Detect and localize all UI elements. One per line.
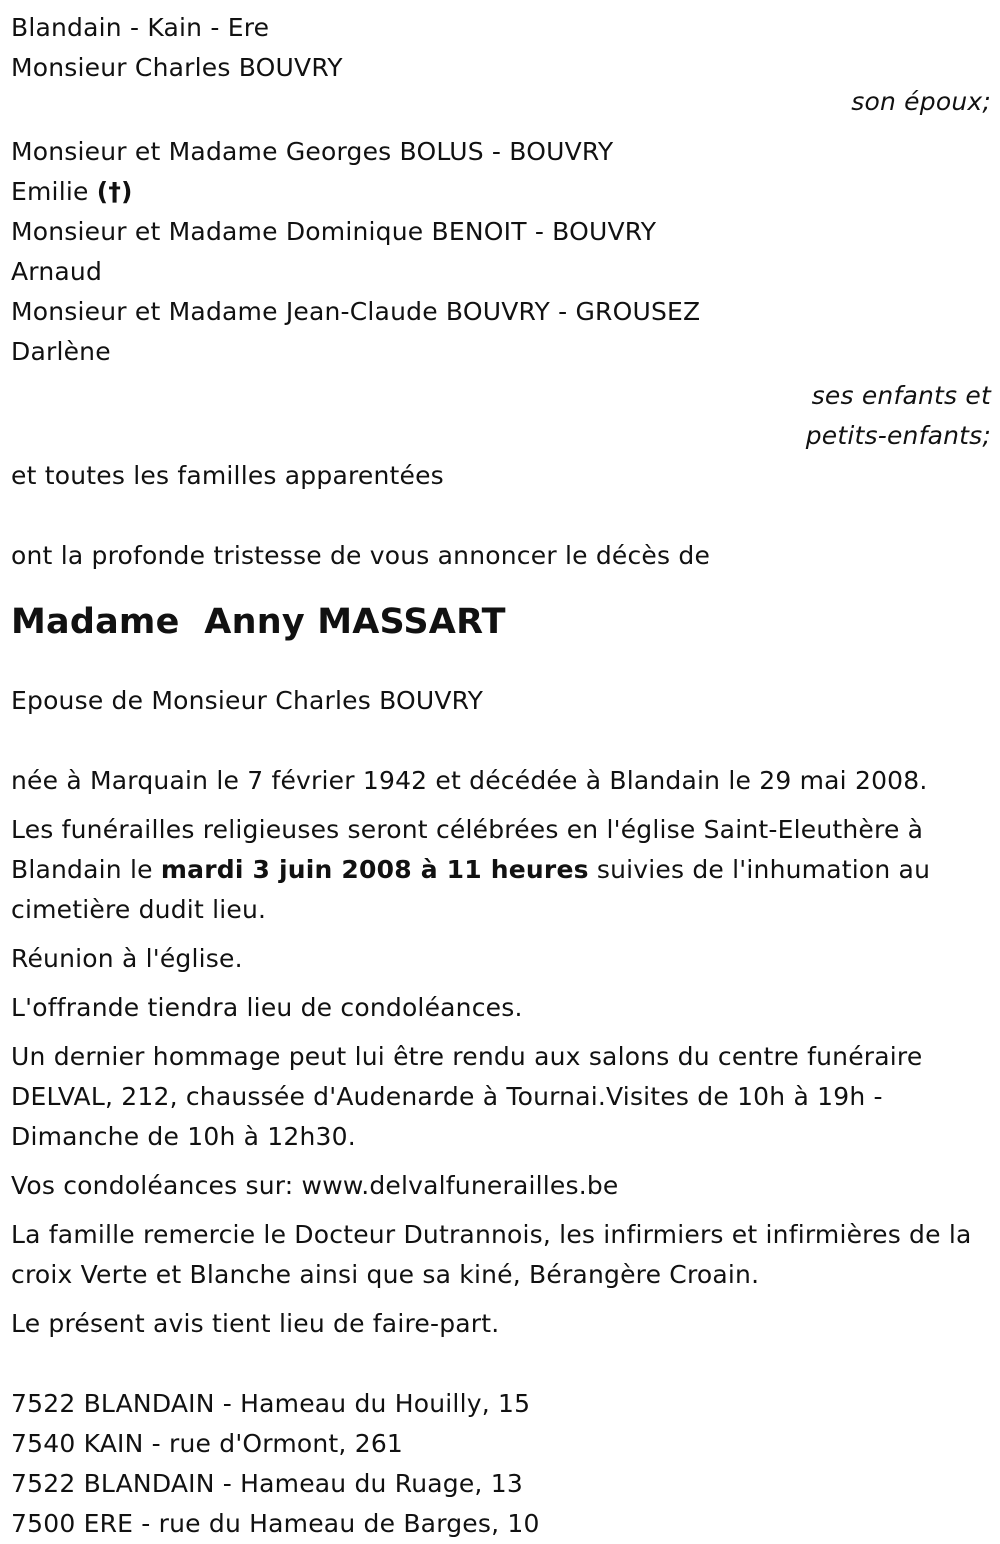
- address-line-4: 7500 ERE - rue du Hameau de Barges, 10: [11, 1509, 540, 1538]
- thanks-paragraph: La famille remercie le Docteur Dutrannois, les infirmiers et infirmières de la croix Verte et Blanche ainsi que sa kiné, Bérangère Croain.: [11, 1220, 972, 1289]
- announcement-line: ont la profonde tristesse de vous annoncer le décès de: [11, 541, 711, 570]
- funeral-paragraph: [11, 810, 986, 930]
- address-line-2: 7540 KAIN - rue d'Ormont, 261: [11, 1429, 404, 1458]
- meeting-paragraph: Réunion à l'église.: [11, 944, 243, 973]
- condolences-paragraph: Vos condoléances sur: www.delvalfunerailles.be: [11, 1171, 619, 1200]
- child-line-3: Monsieur et Madame Jean-Claude BOUVRY - GROUSEZ: [11, 297, 701, 326]
- spacer: [11, 721, 991, 761]
- deceased-name: Madame Anny MASSART: [11, 602, 506, 642]
- children-role-line-1: ses enfants et: [811, 381, 991, 410]
- funeral-date: mardi 3 juin 2008 à 11 heures: [160, 855, 589, 884]
- spouse-role: son époux;: [851, 87, 991, 116]
- address-line-3: 7522 BLANDAIN - Hameau du Ruage, 13: [11, 1469, 523, 1498]
- grandchild-line-3: Darlène: [11, 337, 111, 366]
- address-line-1: 7522 BLANDAIN - Hameau du Houilly, 15: [11, 1389, 531, 1418]
- spouse-line: Monsieur Charles BOUVRY: [11, 53, 343, 82]
- funeral-text-1: Les funérailles religieuses seront célébrées en l'église Saint-Eleuthère à Blandain le: [11, 815, 924, 884]
- spacer: [11, 1353, 991, 1384]
- grandchild-line-2: Arnaud: [11, 257, 103, 286]
- obituary-notice: [11, 8, 991, 1544]
- child-line-2: Monsieur et Madame Dominique BENOIT - BOUVRY: [11, 217, 657, 246]
- birth-death-line: née à Marquain le 7 février 1942 et décédée à Blandain le 29 mai 2008.: [11, 766, 928, 795]
- families-line: et toutes les familles apparentées: [11, 461, 444, 490]
- spacer: [11, 496, 991, 536]
- tribute-paragraph: Un dernier hommage peut lui être rendu aux salons du centre funéraire DELVAL, 212, chaussée d'Audenarde à Tournai.Visites de 10h à 19h - Dimanche de 10h à 12h30.: [11, 1042, 923, 1151]
- offering-paragraph: L'offrande tiendra lieu de condoléances.: [11, 993, 523, 1022]
- places-line: Blandain - Kain - Ere: [11, 13, 270, 42]
- notice-paragraph: Le présent avis tient lieu de faire-part.: [11, 1309, 500, 1338]
- grandchild-line-1: [11, 172, 991, 212]
- grandchild-name: Emilie: [11, 177, 89, 206]
- deceased-cross-marker: (†): [96, 177, 133, 206]
- spacer: [11, 646, 991, 681]
- spouse-of-line: Epouse de Monsieur Charles BOUVRY: [11, 686, 484, 715]
- spacer: [11, 122, 991, 132]
- funeral-text-2: suivies de l'inhumation au cimetière dudit lieu.: [11, 855, 931, 924]
- child-line-1: Monsieur et Madame Georges BOLUS - BOUVRY: [11, 137, 614, 166]
- children-role-line-2: petits-enfants;: [805, 421, 991, 450]
